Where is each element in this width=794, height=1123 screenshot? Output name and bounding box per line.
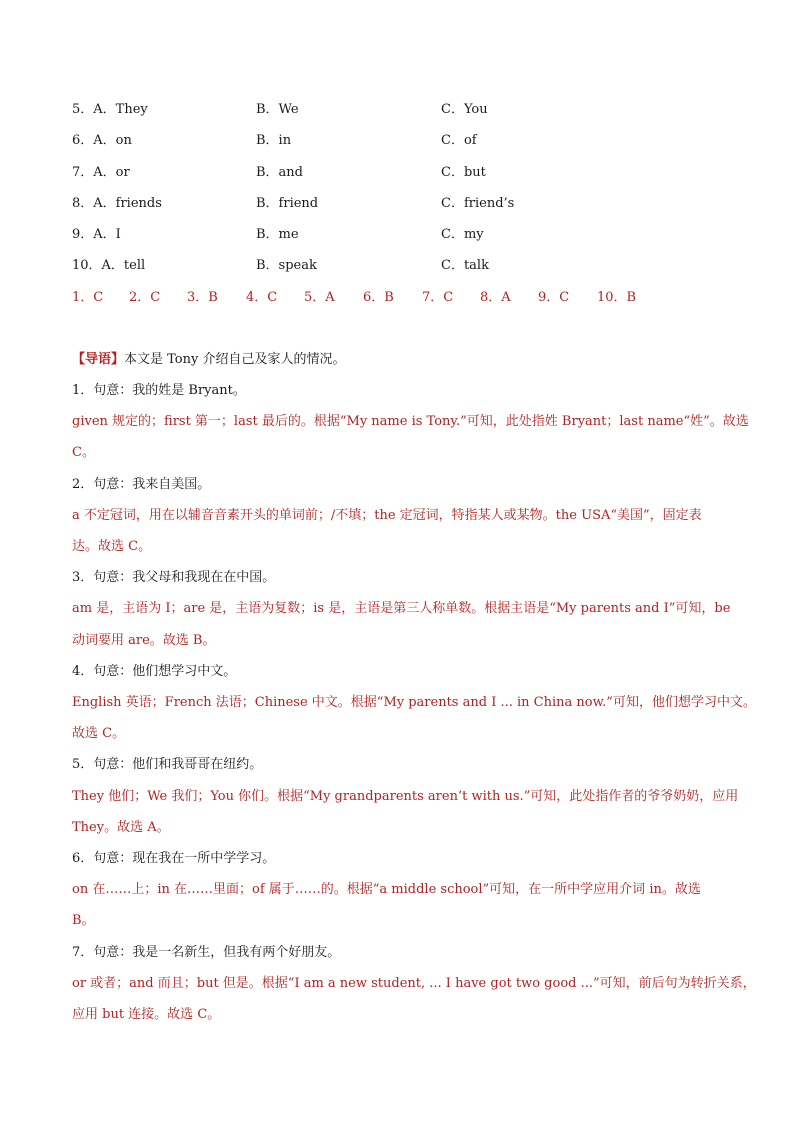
- intro-tag: 【导语】: [72, 352, 125, 367]
- explanation-text: They。故选 A。: [72, 820, 170, 835]
- option-c: C．friend’s: [441, 196, 515, 211]
- intro-line: [72, 350, 722, 370]
- explanation-line: [72, 755, 722, 775]
- explanation-text: 应用 but 连接。故选 C。: [72, 1007, 221, 1022]
- explanation-line: [72, 537, 722, 557]
- option-c: C．but: [441, 165, 486, 180]
- option-a: 7．A．or: [72, 165, 130, 180]
- explanation-line: [72, 1005, 722, 1025]
- explanation-text: a 不定冠词，用在以辅音音素开头的单词前；/不填；the 定冠词，特指某人或某物。the USA“美国”，固定表: [72, 508, 702, 523]
- explanation-line: [72, 787, 739, 807]
- option-b: B．and: [256, 165, 303, 180]
- explanation-text: 4．句意：他们想学习中文。: [72, 664, 237, 679]
- explanation-text: 达。故选 C。: [72, 539, 152, 554]
- explanation-text: 2．句意：我来自美国。: [72, 477, 211, 492]
- explanation-line: [72, 662, 722, 682]
- explanation-line: [72, 943, 722, 963]
- explanation-line: [72, 568, 722, 588]
- explanation-line: [72, 443, 722, 463]
- explanation-line: [72, 880, 722, 900]
- answer-item: 10．B: [597, 290, 637, 305]
- explanation-line: [72, 724, 722, 744]
- option-b: B．in: [256, 133, 292, 148]
- option-c: C．my: [441, 227, 484, 242]
- answer-item: 9．C: [538, 290, 570, 305]
- explanation-line: [72, 506, 722, 526]
- option-a: 8．A．friends: [72, 196, 162, 211]
- explanation-line: [72, 974, 756, 994]
- option-c: C．of: [441, 133, 477, 148]
- explanation-text: 7．句意：我是一名新生，但我有两个好朋友。: [72, 945, 341, 960]
- answer-item: 3．B: [187, 290, 218, 305]
- option-a: 9．A．I: [72, 227, 121, 242]
- answer-item: 7．C: [422, 290, 454, 305]
- explanation-text: 5．句意：他们和我哥哥在纽约。: [72, 757, 263, 772]
- explanation-line: [72, 381, 722, 401]
- option-a: 10．A．tell: [72, 258, 146, 273]
- explanation-text: B。: [72, 913, 95, 928]
- answer-item: 6．B: [363, 290, 394, 305]
- answer-item: 5．A: [304, 290, 335, 305]
- explanation-line: [72, 911, 722, 931]
- explanation-text: or 或者；and 而且；but 但是。根据“I am a new student, ... I have got two good ...”可知，前后句为转折关系，: [72, 976, 756, 991]
- explanation-text: given 规定的；first 第一；last 最后的。根据“My name is Tony.”可知，此处指姓 Bryant；last name“姓”。故选: [72, 414, 749, 429]
- explanation-text: on 在……上；in 在……里面；of 属于……的。根据“a middle school”可知，在一所中学应用介词 in。故选: [72, 882, 701, 897]
- answer-item: 4．C: [246, 290, 278, 305]
- explanation-line: [72, 849, 722, 869]
- explanation-text: am 是，主语为 I；are 是，主语为复数；is 是，主语是第三人称单数。根据主语是“My parents and I”可知，be: [72, 601, 731, 616]
- explanation-text: C。: [72, 445, 95, 460]
- answer-item: 2．C: [129, 290, 161, 305]
- explanation-text: 1．句意：我的姓是 Bryant。: [72, 383, 246, 398]
- option-a: 6．A．on: [72, 133, 132, 148]
- explanation-text: English 英语；French 法语；Chinese 中文。根据“My parents and I ... in China now.”可知，他们想学习中文。: [72, 695, 756, 710]
- explanation-line: [72, 818, 722, 838]
- option-b: B．friend: [256, 196, 319, 211]
- explanation-text: 故选 C。: [72, 726, 126, 741]
- explanation-text: 3．句意：我父母和我现在在中国。: [72, 570, 276, 585]
- intro-text: 本文是 Tony 介绍自己及家人的情况。: [124, 352, 346, 367]
- explanation-line: [72, 475, 722, 495]
- answer-item: 1．C: [72, 290, 104, 305]
- option-b: B．me: [256, 227, 299, 242]
- explanation-line: [72, 599, 731, 619]
- explanation-text: 动词要用 are。故选 B。: [72, 633, 216, 648]
- explanation-text: They 他们；We 我们；You 你们。根据“My grandparents aren’t with us.”可知，此处指作者的爷爷奶奶，应用: [72, 789, 739, 804]
- option-b: B．speak: [256, 258, 317, 273]
- explanation-text: 6．句意：现在我在一所中学学习。: [72, 851, 276, 866]
- explanation-line: [72, 693, 756, 713]
- explanation-line: [72, 412, 749, 432]
- answer-item: 8．A: [480, 290, 511, 305]
- option-b: B．We: [256, 102, 299, 117]
- explanation-line: [72, 631, 722, 651]
- option-c: C．You: [441, 102, 488, 117]
- option-a: 5．A．They: [72, 102, 148, 117]
- option-c: C．talk: [441, 258, 489, 273]
